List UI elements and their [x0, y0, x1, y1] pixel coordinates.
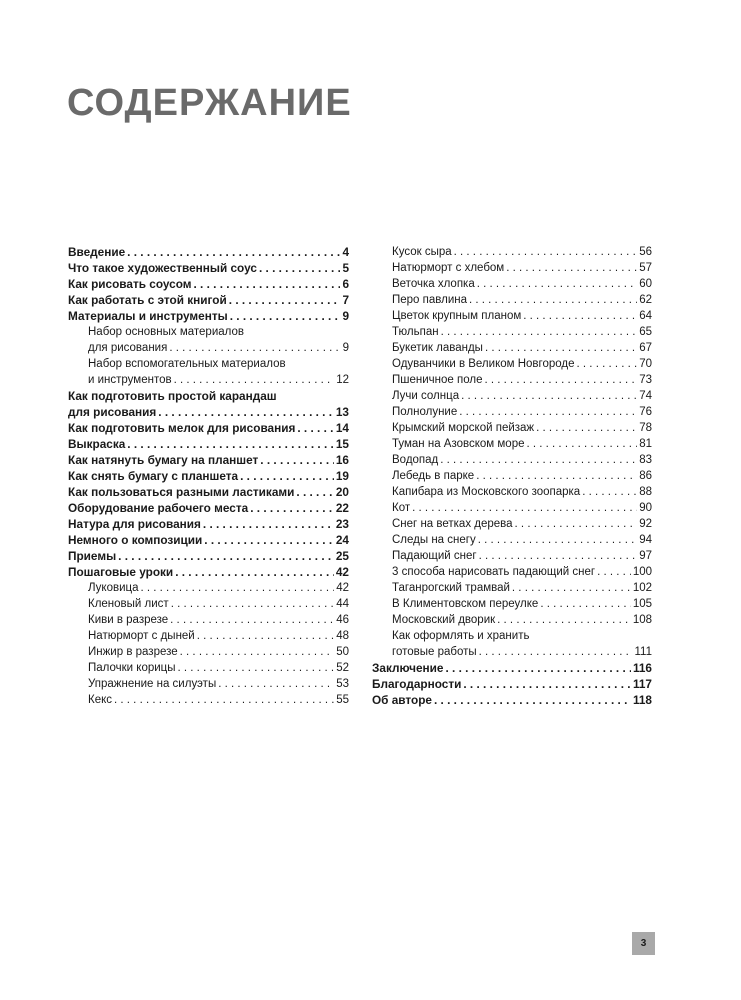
dot-leader — [259, 260, 340, 276]
toc-entry-title: Палочки корицы — [88, 662, 176, 674]
toc-entry-page: 4 — [342, 245, 349, 259]
toc-entry-title: Натюрморт с хлебом — [392, 262, 505, 274]
dot-leader — [461, 388, 637, 404]
toc-entry-page: 56 — [639, 246, 652, 258]
toc-entry[interactable] — [372, 628, 652, 644]
toc-entry-title: Оборудование рабочего места — [68, 501, 249, 515]
toc-entry[interactable] — [68, 356, 349, 372]
toc-entry[interactable] — [372, 276, 652, 292]
toc-entry-page: 22 — [335, 501, 349, 515]
dot-leader — [577, 356, 638, 372]
toc-entry-page: 50 — [336, 646, 349, 658]
toc-entry-page: 81 — [639, 438, 652, 450]
toc-entry-page: 60 — [639, 278, 652, 290]
toc-entry-page: 118 — [632, 693, 652, 707]
toc-entry-title: Материалы и инструменты — [68, 309, 228, 323]
toc-entry-page: 7 — [342, 293, 349, 307]
toc-entry-title: Туман на Азовском море — [392, 438, 525, 450]
toc-entry[interactable] — [68, 660, 349, 676]
dot-leader — [170, 612, 334, 628]
dot-leader — [497, 612, 631, 628]
dot-leader — [197, 628, 334, 644]
toc-entry[interactable] — [372, 596, 652, 612]
toc-entry-page: 53 — [336, 678, 349, 690]
toc-entry[interactable] — [372, 468, 652, 484]
toc-entry[interactable] — [372, 516, 652, 532]
toc-entry[interactable] — [372, 260, 652, 276]
dot-leader — [127, 436, 334, 452]
toc-entry[interactable] — [372, 484, 652, 500]
toc-entry[interactable] — [372, 452, 652, 468]
toc-entry[interactable] — [372, 548, 652, 564]
dot-leader — [523, 308, 637, 324]
dot-leader — [459, 404, 637, 420]
toc-entry-page: 116 — [632, 661, 652, 675]
toc-entry-title: Приемы — [68, 549, 117, 563]
toc-entry-title: Букетик лаванды — [392, 342, 483, 354]
dot-leader — [180, 644, 335, 660]
toc-entry-title: Инжир в разрезе — [88, 646, 178, 658]
toc-entry[interactable] — [372, 356, 652, 372]
toc-entry-title: Как снять бумагу с планшета — [68, 469, 239, 483]
toc-entry-page: 83 — [639, 454, 652, 466]
toc-entry[interactable] — [372, 436, 652, 452]
dot-leader — [440, 452, 637, 468]
toc-entry[interactable] — [68, 692, 349, 708]
toc-entry-page: 19 — [335, 469, 349, 483]
toc-entry[interactable] — [68, 372, 349, 388]
toc-entry[interactable] — [68, 436, 349, 452]
dot-leader — [434, 692, 631, 708]
toc-entry-page: 52 — [336, 662, 349, 674]
toc-entry[interactable] — [372, 564, 652, 580]
dot-leader — [218, 676, 334, 692]
toc-entry-title: Кекс — [88, 694, 113, 706]
toc-entry-title: Как подготовить мелок для рисования — [68, 421, 296, 435]
toc-entry[interactable] — [68, 452, 349, 468]
dot-leader — [441, 324, 638, 340]
toc-entry[interactable] — [68, 244, 349, 260]
dot-leader — [454, 244, 638, 260]
toc-entry-title: Как работать с этой книгой — [68, 293, 227, 307]
toc-entry[interactable] — [68, 260, 349, 276]
toc-entry[interactable] — [372, 660, 652, 676]
dot-leader — [297, 420, 334, 436]
toc-entry[interactable] — [68, 292, 349, 308]
toc-entry-page: 108 — [632, 614, 652, 626]
toc-entry[interactable] — [68, 564, 349, 580]
toc-entry-title: Набор вспомогательных материалов — [88, 358, 286, 370]
toc-entry[interactable] — [372, 404, 652, 420]
toc-entry[interactable] — [68, 548, 349, 564]
toc-entry[interactable] — [68, 532, 349, 548]
toc-entry[interactable] — [68, 340, 349, 356]
dot-leader — [412, 500, 637, 516]
dot-leader — [175, 564, 334, 580]
toc-entry-page: 42 — [336, 582, 349, 594]
toc-entry-page: 9 — [342, 342, 349, 354]
toc-entry[interactable] — [68, 500, 349, 516]
toc-entry-page: 20 — [335, 485, 349, 499]
dot-leader — [204, 532, 334, 548]
toc-entry-page: 65 — [639, 326, 652, 338]
toc-entry-title: Тюльпан — [392, 326, 439, 338]
dot-leader — [582, 484, 637, 500]
toc-entry[interactable] — [372, 244, 652, 260]
toc-entry-title: Кусок сыра — [392, 246, 452, 258]
toc-entry-title: Упражнение на силуэты — [88, 678, 217, 690]
toc-entry-page: 86 — [639, 470, 652, 482]
toc-entry[interactable] — [372, 676, 652, 692]
toc-entry-page: 105 — [632, 598, 652, 610]
toc-entry-page: 15 — [335, 437, 349, 451]
toc-entry-page: 23 — [335, 517, 349, 531]
dot-leader — [118, 548, 334, 564]
toc-right-column — [372, 244, 652, 708]
toc-entry-title: Пошаговые уроки — [68, 565, 174, 579]
toc-entry-title: Капибара из Московского зоопарка — [392, 486, 581, 498]
toc-entry[interactable] — [372, 580, 652, 596]
dot-leader — [463, 676, 631, 692]
toc-entry[interactable] — [372, 692, 652, 708]
toc-entry-title: Заключение — [372, 661, 444, 675]
toc-entry-title: Как натянуть бумагу на планшет — [68, 453, 259, 467]
toc-entry-title: Пшеничное поле — [392, 374, 483, 386]
toc-entry-title: Как оформлять и хранить — [392, 630, 530, 642]
toc-entry[interactable] — [372, 612, 652, 628]
toc-entry-title: Набор основных материалов — [88, 326, 244, 338]
dot-leader — [296, 484, 333, 500]
toc-entry-page: 94 — [639, 534, 652, 546]
toc-entry-page: 90 — [639, 502, 652, 514]
dot-leader — [512, 580, 631, 596]
dot-leader — [597, 564, 631, 580]
toc-entry-title: Немного о композиции — [68, 533, 203, 547]
toc-entry-title: Лебедь в парке — [392, 470, 475, 482]
dot-leader — [476, 468, 637, 484]
toc-entry-title: Падающий снег — [392, 550, 477, 562]
toc-entry-title: Перо павлина — [392, 294, 467, 306]
dot-leader — [445, 660, 630, 676]
toc-entry-page: 73 — [639, 374, 652, 386]
toc-entry-title: В Климентовском переулке — [392, 598, 539, 610]
toc-entry-title: Лучи солнца — [392, 390, 460, 402]
toc-entry-page: 100 — [632, 566, 652, 578]
toc-entry-page: 44 — [336, 598, 349, 610]
toc-entry[interactable] — [372, 500, 652, 516]
toc-entry-title: 3 способа нарисовать падающий снег — [392, 566, 596, 578]
dot-leader — [203, 516, 334, 532]
toc-entry-title: Как пользоваться разными ластиками — [68, 485, 295, 499]
toc-entry-page: 46 — [336, 614, 349, 626]
page-title: СОДЕРЖАНИЕ — [67, 82, 352, 124]
toc-entry[interactable] — [372, 420, 652, 436]
toc-entry-title: Введение — [68, 245, 126, 259]
toc-entry-title: готовые работы — [392, 646, 477, 658]
toc-entry-page: 25 — [335, 549, 349, 563]
dot-leader — [526, 436, 637, 452]
toc-entry-page: 12 — [336, 374, 349, 386]
toc-entry-title: для рисования — [88, 342, 168, 354]
toc-entry[interactable] — [372, 324, 652, 340]
toc-entry[interactable] — [372, 340, 652, 356]
dot-leader — [158, 404, 334, 420]
toc-entry[interactable] — [372, 644, 652, 660]
toc-entry-page: 76 — [639, 406, 652, 418]
dot-leader — [506, 260, 637, 276]
toc-entry-title: Что такое художественный соус — [68, 261, 257, 275]
toc-entry[interactable] — [68, 276, 349, 292]
toc-entry-title: Следы на снегу — [392, 534, 476, 546]
toc-entry-page: 88 — [639, 486, 652, 498]
toc-entry-page: 16 — [335, 453, 349, 467]
toc-entry[interactable] — [68, 516, 349, 532]
dot-leader — [114, 692, 334, 708]
toc-entry-title: Кленовый лист — [88, 598, 169, 610]
toc-entry-title: Крымский морской пейзаж — [392, 422, 535, 434]
toc-entry-title: для рисования — [68, 405, 157, 419]
toc-entry[interactable] — [68, 580, 349, 596]
toc-entry-title: Об авторе — [372, 693, 432, 707]
dot-leader — [479, 548, 638, 564]
dot-leader — [485, 340, 637, 356]
toc-entry-page: 9 — [342, 309, 349, 323]
toc-entry-page: 70 — [639, 358, 652, 370]
toc-entry-title: Как подготовить простой карандаш — [68, 389, 277, 403]
dot-leader — [477, 276, 637, 292]
toc-entry-page: 57 — [639, 262, 652, 274]
page-number-badge: 3 — [632, 932, 655, 955]
toc-entry-page: 62 — [639, 294, 652, 306]
dot-leader — [169, 340, 340, 356]
toc-entry[interactable] — [372, 372, 652, 388]
toc-entry-title: и инструментов — [88, 374, 172, 386]
toc-entry-title: Кот — [392, 502, 411, 514]
toc-entry[interactable] — [68, 484, 349, 500]
dot-leader — [171, 596, 335, 612]
toc-entry[interactable] — [68, 644, 349, 660]
toc-entry-title: Полнолуние — [392, 406, 458, 418]
toc-entry[interactable] — [68, 596, 349, 612]
toc-entry-title: Снег на ветках дерева — [392, 518, 513, 530]
toc-entry-title: Как рисовать соусом — [68, 277, 192, 291]
toc-entry[interactable] — [68, 468, 349, 484]
dot-leader — [479, 644, 633, 660]
toc-entry-title: Натюрморт с дыней — [88, 630, 195, 642]
toc-entry-title: Киви в разрезе — [88, 614, 169, 626]
toc-entry-title: Натура для рисования — [68, 517, 201, 531]
toc-entry[interactable] — [68, 420, 349, 436]
toc-entry-title: Водопад — [392, 454, 439, 466]
dot-leader — [260, 452, 334, 468]
toc-entry-page: 117 — [632, 677, 652, 691]
toc-entry-page: 55 — [336, 694, 349, 706]
dot-leader — [478, 532, 637, 548]
toc-entry-page: 6 — [342, 277, 349, 291]
toc-entry-page: 102 — [632, 582, 652, 594]
toc-entry-title: Московский дворик — [392, 614, 496, 626]
toc-entry-page: 13 — [335, 405, 349, 419]
toc-entry-page: 5 — [342, 261, 349, 275]
toc-entry-page: 48 — [336, 630, 349, 642]
toc-entry-title: Веточка хлопка — [392, 278, 475, 290]
dot-leader — [515, 516, 638, 532]
dot-leader — [194, 276, 341, 292]
dot-leader — [469, 292, 637, 308]
toc-entry-page: 111 — [634, 646, 652, 658]
toc-entry[interactable] — [68, 308, 349, 324]
toc-entry-title: Одуванчики в Великом Новгороде — [392, 358, 575, 370]
dot-leader — [250, 500, 334, 516]
dot-leader — [174, 372, 335, 388]
toc-entry-page: 42 — [335, 565, 349, 579]
toc-entry-title: Луковица — [88, 582, 139, 594]
toc-entry[interactable] — [372, 532, 652, 548]
toc-entry-page: 78 — [639, 422, 652, 434]
toc-entry[interactable] — [372, 308, 652, 324]
toc-entry-page: 64 — [639, 310, 652, 322]
dot-leader — [230, 308, 341, 324]
toc-entry-page: 24 — [335, 533, 349, 547]
dot-leader — [540, 596, 630, 612]
toc-entry-page: 74 — [639, 390, 652, 402]
dot-leader — [127, 244, 340, 260]
toc-entry-page: 67 — [639, 342, 652, 354]
toc-left-column — [68, 244, 349, 708]
dot-leader — [484, 372, 637, 388]
toc-entry-title: Благодарности — [372, 677, 462, 691]
toc-entry[interactable] — [68, 388, 349, 404]
dot-leader — [536, 420, 637, 436]
dot-leader — [178, 660, 335, 676]
dot-leader — [240, 468, 334, 484]
toc-entry[interactable] — [68, 676, 349, 692]
toc-entry-page: 97 — [639, 550, 652, 562]
toc-entry-page: 14 — [335, 421, 349, 435]
toc-entry[interactable] — [372, 292, 652, 308]
toc-entry[interactable] — [68, 324, 349, 340]
toc-entry-page: 92 — [639, 518, 652, 530]
dot-leader — [141, 580, 335, 596]
toc-entry[interactable] — [372, 388, 652, 404]
toc-entry-title: Выкраска — [68, 437, 126, 451]
toc-entry[interactable] — [68, 612, 349, 628]
toc-entry[interactable] — [68, 404, 349, 420]
toc-entry-title: Цветок крупным планом — [392, 310, 522, 322]
toc-entry-title: Таганрогский трамвай — [392, 582, 510, 594]
toc-entry[interactable] — [68, 628, 349, 644]
dot-leader — [229, 292, 341, 308]
